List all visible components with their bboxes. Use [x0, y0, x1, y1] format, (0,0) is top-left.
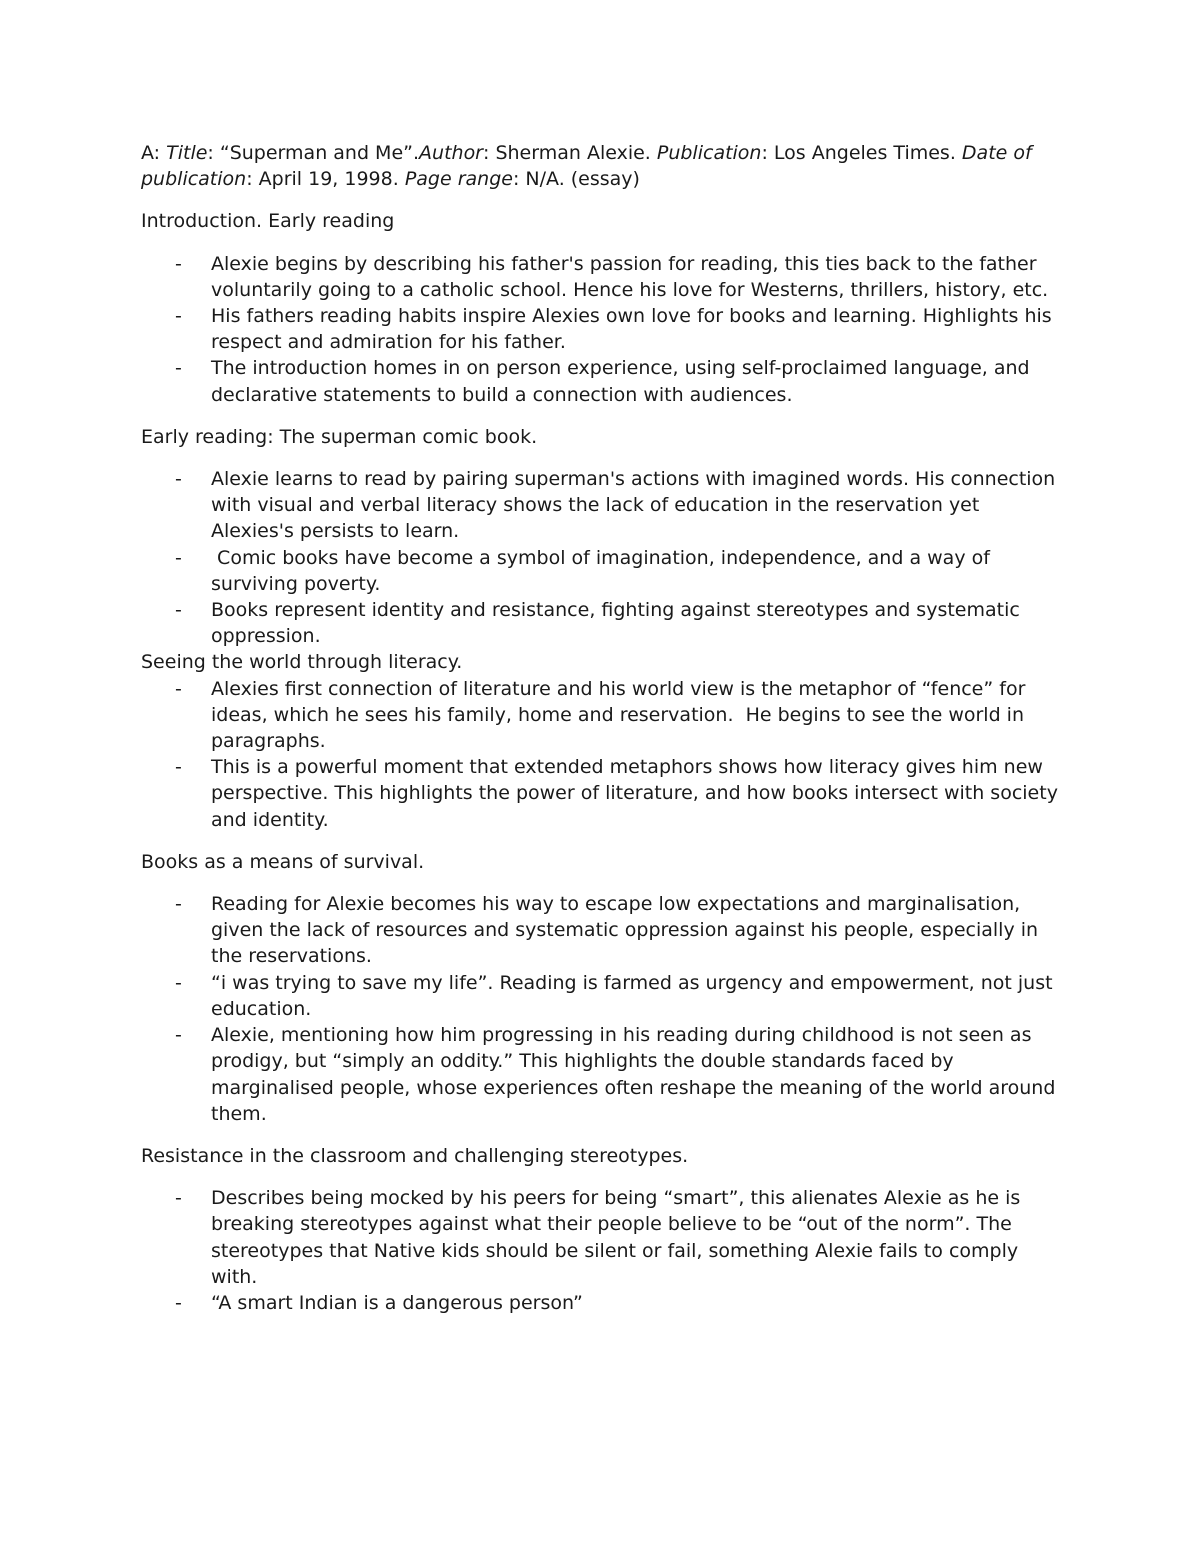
- bullet-marker: -: [175, 971, 182, 994]
- list-item: [141, 303, 1066, 355]
- bullet-marker: -: [175, 677, 182, 700]
- list-item: [141, 676, 1066, 755]
- bullet-marker: -: [175, 893, 182, 916]
- list-item: [141, 545, 1066, 597]
- citation-date-value: : April 19, 1998.: [246, 168, 405, 191]
- bullet-marker: -: [175, 357, 182, 380]
- section-heading: Introduction. Early reading: [141, 210, 395, 233]
- citation-author-value: : Sherman Alexie.: [483, 142, 657, 164]
- bullet-list: [141, 251, 1066, 408]
- section-heading: Seeing the world through literacy.: [141, 651, 463, 674]
- citation-prefix: A:: [141, 142, 167, 164]
- list-item: [141, 251, 1066, 303]
- list-item: [141, 1022, 1066, 1127]
- document-body: [141, 140, 1066, 1332]
- list-item: [141, 355, 1066, 407]
- bullet-marker: -: [175, 599, 182, 622]
- citation-title-value: : “Superman and Me”.: [207, 142, 420, 164]
- section-heading: Early reading: The superman comic book.: [141, 425, 538, 448]
- list-item-text: “i was trying to save my life”. Reading is farmed as urgency and empowerment, not just education.: [211, 971, 1053, 1020]
- list-item-text: Alexie begins by describing his father's passion for reading, this ties back to the father voluntarily going to a catholic school. Hence his love for Westerns, thrillers, history, etc.: [211, 252, 1049, 301]
- bullet-marker: -: [175, 546, 182, 569]
- list-item-text: This is a powerful moment that extended metaphors shows how literacy gives him new perspective. This highlights the power of literature, and how books intersect with society and identity.: [211, 756, 1058, 831]
- list-item-text: Books represent identity and resistance, fighting against stereotypes and systematic oppression.: [211, 599, 1020, 648]
- list-item-text: Describes being mocked by his peers for being “smart”, this alienates Alexie as he is breaking stereotypes against what their people believe to be “out of the norm”. The stereotypes that Native kids should be silent or fail, something Alexie fails to comply with.: [211, 1187, 1021, 1288]
- bullet-list: [141, 466, 1066, 649]
- list-item-text: “A smart Indian is a dangerous person”: [211, 1291, 583, 1314]
- list-item: [141, 891, 1066, 970]
- bullet-list: [141, 676, 1066, 833]
- list-item-text: Comic books have become a symbol of imagination, independence, and a way of surviving poverty.: [211, 546, 996, 595]
- bullet-marker: -: [175, 1291, 182, 1314]
- citation-page-range-label: Page range: [404, 168, 513, 191]
- citation-line: [141, 140, 1066, 192]
- list-item: [141, 970, 1066, 1022]
- list-item: [141, 754, 1066, 833]
- list-item: [141, 466, 1066, 545]
- list-item-text: Alexies first connection of literature and his world view is the metaphor of “fence” for ideas, which he sees his family, home and reservation. He begins to see the world in paragraphs.: [211, 677, 1032, 753]
- list-item: [141, 1290, 1066, 1316]
- citation-author-label: Author: [419, 142, 483, 164]
- citation-date-label: Date of publication: [141, 142, 1032, 191]
- bullet-list: [141, 891, 1066, 1127]
- list-item: [141, 1185, 1066, 1290]
- list-item-text: His fathers reading habits inspire Alexies own love for books and learning. Highlights his respect and admiration for his father.: [211, 305, 1052, 354]
- bullet-marker: -: [175, 1024, 182, 1047]
- citation-page-range-value: : N/A. (essay): [512, 168, 640, 191]
- citation-publication-label: Publication: [656, 142, 762, 164]
- list-item-text: Alexie learns to read by pairing superman's actions with imagined words. His connection with visual and verbal literacy shows the lack of education in the reservation yet Alexies's persists to learn.: [211, 468, 1056, 543]
- bullet-marker: -: [175, 468, 182, 491]
- bullet-marker: -: [175, 1187, 182, 1210]
- citation-title-label: Title: [166, 142, 208, 164]
- citation-publication-value: : Los Angeles Times.: [761, 142, 962, 164]
- bullet-marker: -: [175, 305, 182, 328]
- bullet-list: [141, 1185, 1066, 1316]
- bullet-marker: -: [175, 252, 182, 275]
- section-heading: Books as a means of survival.: [141, 850, 425, 873]
- bullet-marker: -: [175, 756, 182, 779]
- list-item-text: Alexie, mentioning how him progressing in his reading during childhood is not seen as prodigy, but “simply an oddity.” This highlights the double standards faced by marginalised people, whose experiences often reshape the meaning of the world around them.: [211, 1024, 1056, 1125]
- list-item-text: The introduction homes in on person experience, using self-proclaimed language, and declarative statements to build a connection with audiences.: [211, 357, 1030, 406]
- section-heading: Resistance in the classroom and challenging stereotypes.: [141, 1144, 689, 1167]
- list-item: [141, 597, 1066, 649]
- list-item-text: Reading for Alexie becomes his way to escape low expectations and marginalisation, given the lack of resources and systematic oppression against his people, especially in the reservations.: [211, 893, 1039, 968]
